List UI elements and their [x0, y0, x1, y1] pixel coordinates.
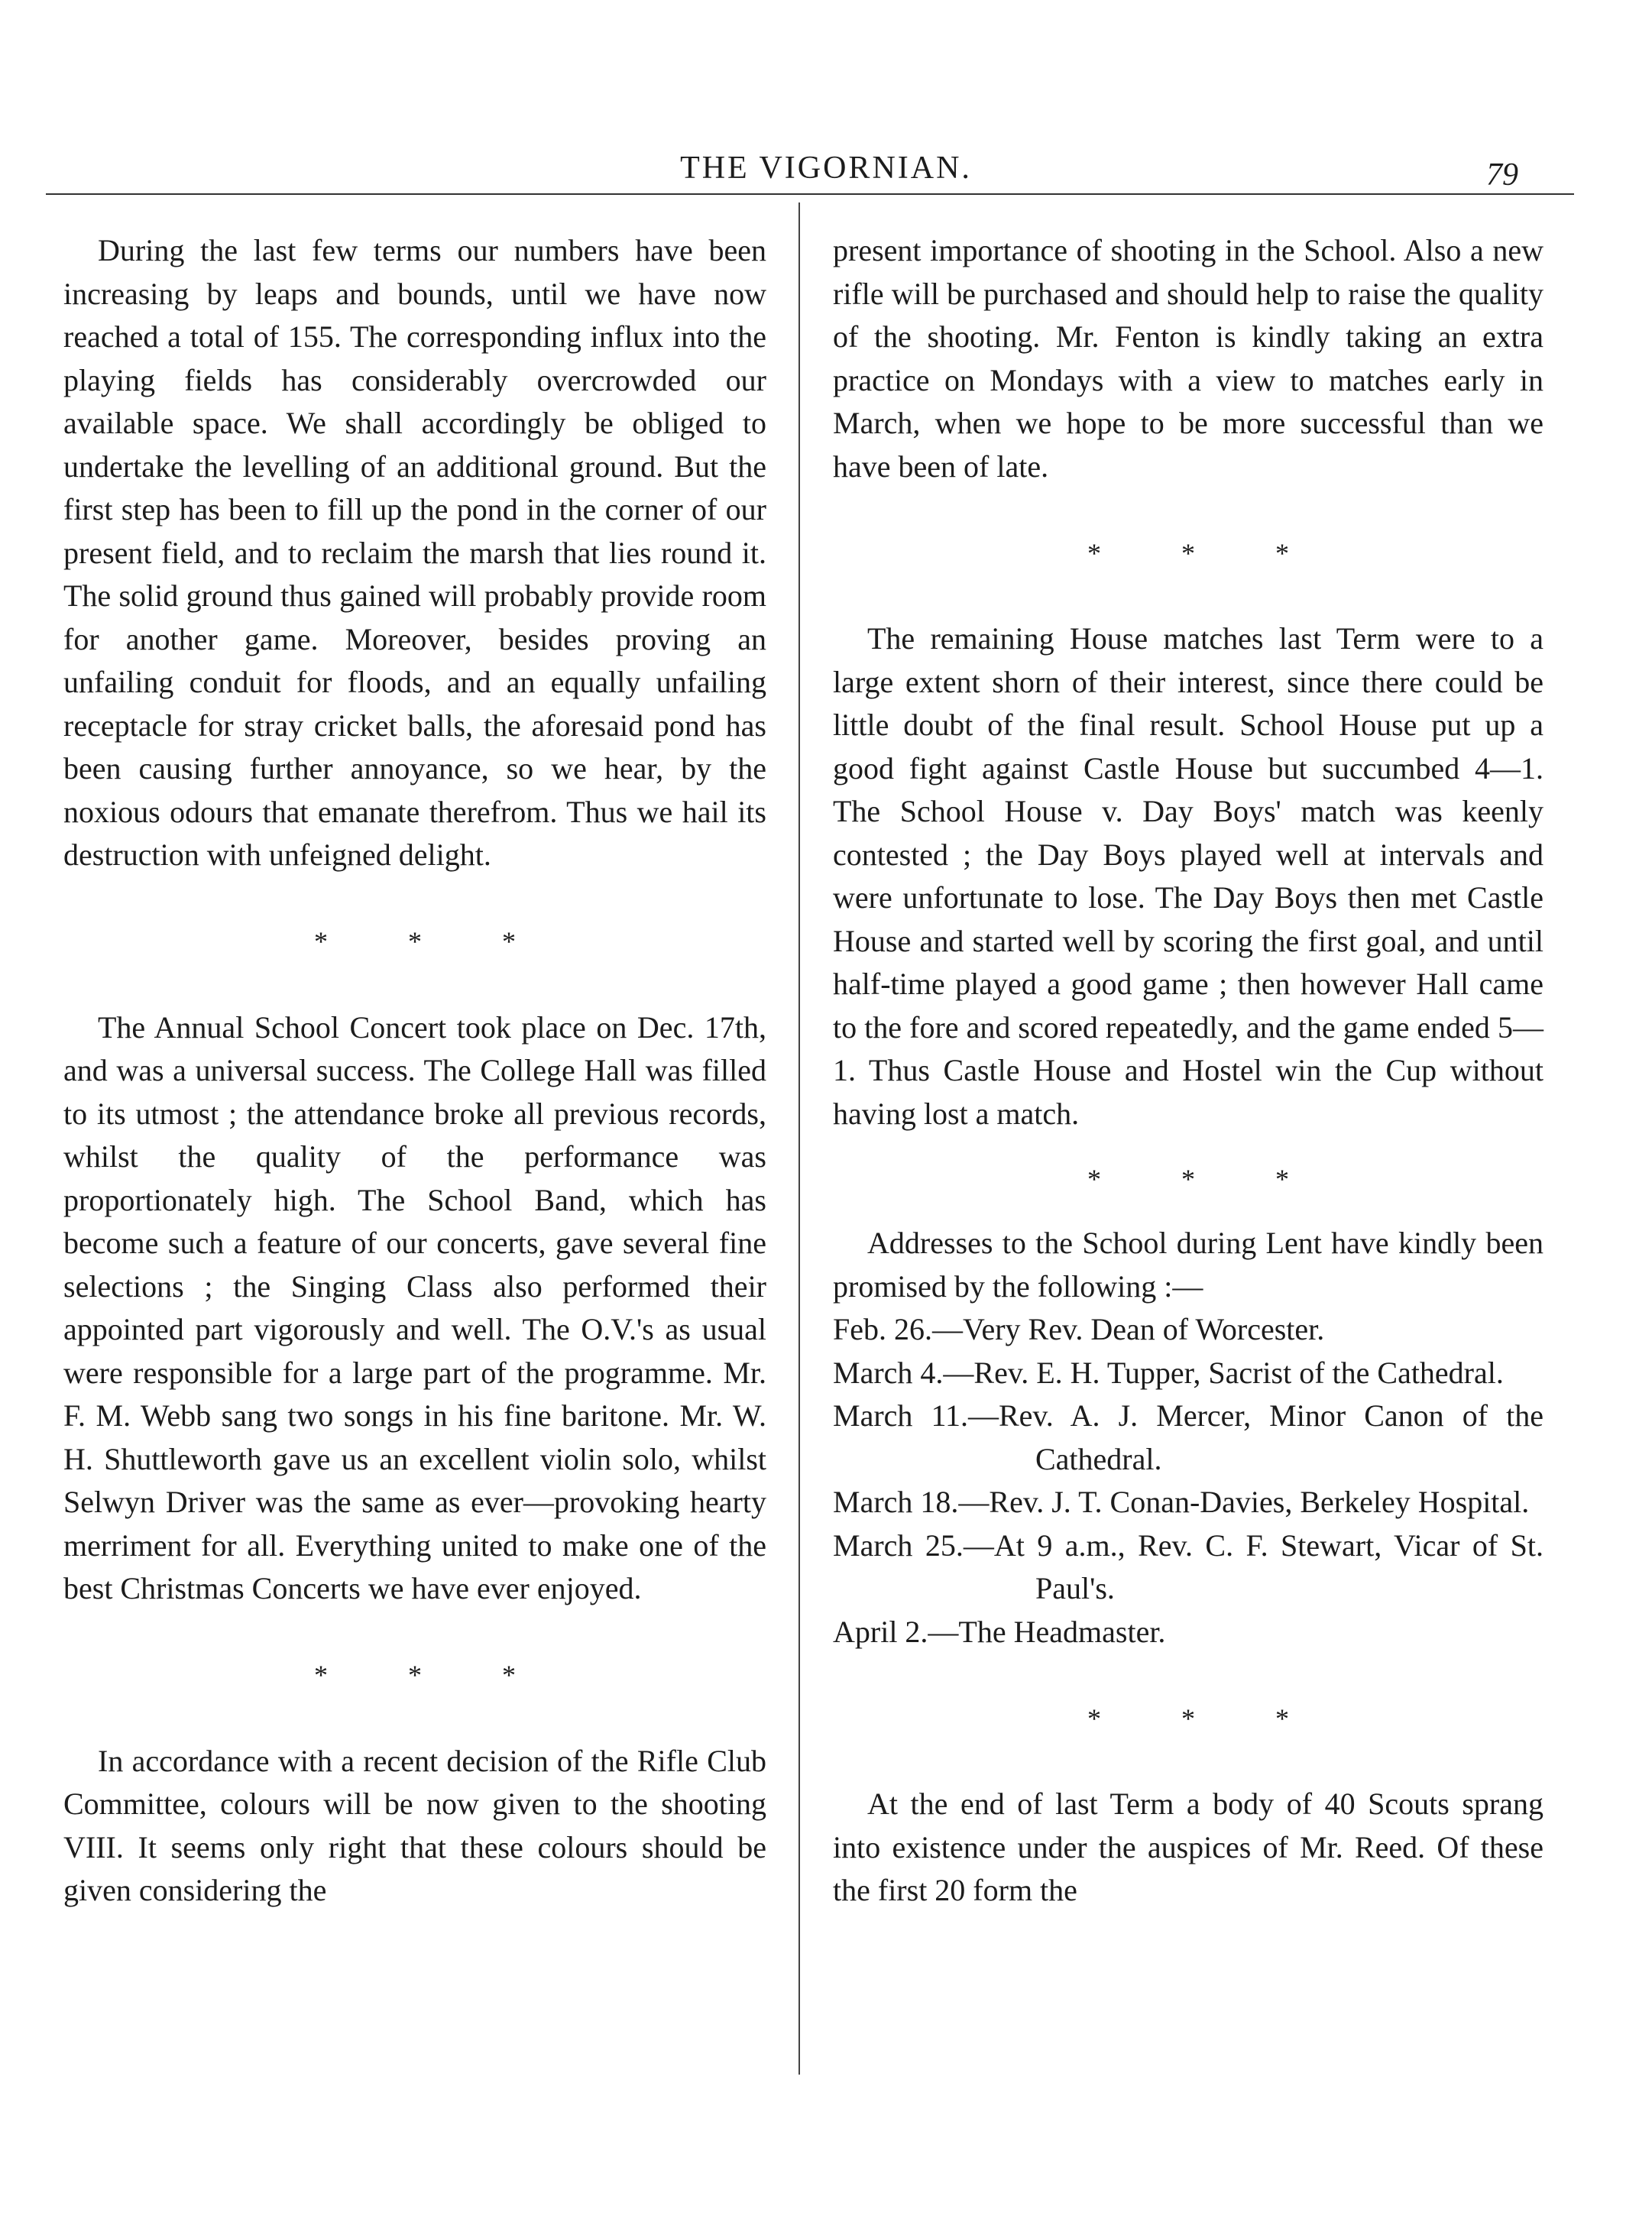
address-entry: March 18.—Rev. J. T. Conan-Davies, Berkeley Hospital. [833, 1485, 1530, 1519]
paragraph-playing-fields: During the last few terms our numbers have been increasing by leaps and bounds, until we have now reached a total of 155. The corresponding influx into the playing fields has considerably overcrowded our available space. We shall accordingly be obliged to undertake the levelling of an additional ground. But the first step has been to fill up the pond in the corner of our present field, and to reclaim the marsh that lies round it. The solid ground thus gained will probably provide room for another game. Moreover, besides proving an unfailing conduit for floods, and an equally unfailing receptacle for stray cricket balls, the aforesaid pond has been causing further annoyance, so we hear, by the noxious odours that emanate therefrom. Thus we hail its destruction with unfeigned delight. [63, 233, 766, 872]
separator-star: * [502, 1660, 516, 1690]
page-header-title: THE VIGORNIAN. [680, 151, 972, 186]
separator-star: * [1087, 1702, 1101, 1734]
address-entry: April 2.—The Headmaster. [833, 1614, 1166, 1649]
paragraph-scouts: At the end of last Term a body of 40 Scouts sprang into existence under the auspices of Mr. Reed. Of these the first 20 form the [833, 1787, 1543, 1907]
column-divider [798, 202, 800, 2075]
left-column [63, 229, 766, 1913]
header-rule [46, 193, 1574, 195]
section-separator [833, 1135, 1543, 1222]
address-entry: Feb. 26.—Very Rev. Dean of Worcester. [833, 1312, 1325, 1346]
paragraph-house-matches: The remaining House matches last Term were to a large extent shorn of their interest, since there could be little doubt of the final result. School House put up a good fight against Castle House but succumbed 4—1. The School House v. Day Boys' match was keenly contested ; the Day Boys played well at intervals and were unfortunate to lose. The Day Boys then met Castle House and started well by scoring the first goal, and until half-time played a good game ; then however Hall came to the fore and scored repeatedly, and the game ended 5—1. Thus Castle House and Hostel win the Cup without having lost a match. [833, 621, 1543, 1131]
separator-star: * [1275, 1702, 1289, 1734]
section-separator [833, 488, 1543, 617]
separator-star: * [1275, 537, 1289, 569]
paragraph-shooting-continued: present importance of shooting in the School. Also a new rifle will be purchased and should help to raise the quality of the shooting. Mr. Fenton is kindly taking an extra practice on Mondays with a view to matches early in March, when we hope to be more successful than we have been of late. [833, 233, 1543, 484]
section-separator [63, 877, 766, 1006]
right-column [833, 229, 1543, 1913]
separator-star: * [1181, 1163, 1195, 1194]
separator-star: * [1087, 537, 1101, 569]
section-separator [63, 1611, 766, 1740]
address-entry: March 25.—At 9 a.m., Rev. C. F. Stewart, Vicar of St. Paul's. [833, 1527, 1543, 1605]
address-entry: March 4.—Rev. E. H. Tupper, Sacrist of the Cathedral. [833, 1355, 1504, 1390]
address-entry: March 11.—Rev. A. J. Mercer, Minor Canon of the Cathedral. [833, 1398, 1543, 1476]
addresses-list [833, 1308, 1543, 1654]
separator-star: * [408, 1660, 422, 1690]
paragraph-school-concert: The Annual School Concert took place on Dec. 17th, and was a universal success. The College Hall was filled to its utmost ; the attendance broke all previous records, whilst the quality of the performance was proportionately high. The School Band, which has become such a feature of our concerts, gave several fine selections ; the Singing Class also performed their appointed part vigorously and well. The O.V.'s as usual were responsible for a large part of the programme. Mr. F. M. Webb sang two songs in his fine baritone. Mr. W. H. Shuttleworth gave us an excellent violin solo, whilst Selwyn Driver was the same as ever—provoking hearty merriment for all. Everything united to make one of the best Christmas Concerts we have ever enjoyed. [63, 1009, 766, 1605]
page-number: 79 [1486, 157, 1518, 193]
separator-star: * [1181, 537, 1195, 569]
separator-star: * [314, 1660, 328, 1690]
paragraph-addresses-intro: Addresses to the School during Lent have kindly been promised by the following :— [833, 1226, 1543, 1304]
paragraph-rifle-club: In accordance with a recent decision of the Rifle Club Committee, colours will be now given to the shooting VIII. It seems only right that these colours should be given considering the [63, 1743, 766, 1907]
separator-star: * [1181, 1702, 1195, 1734]
section-separator [833, 1654, 1543, 1783]
separator-star: * [502, 926, 516, 957]
separator-star: * [314, 926, 328, 957]
separator-star: * [1275, 1163, 1289, 1194]
separator-star: * [1087, 1163, 1101, 1194]
separator-star: * [408, 926, 422, 957]
